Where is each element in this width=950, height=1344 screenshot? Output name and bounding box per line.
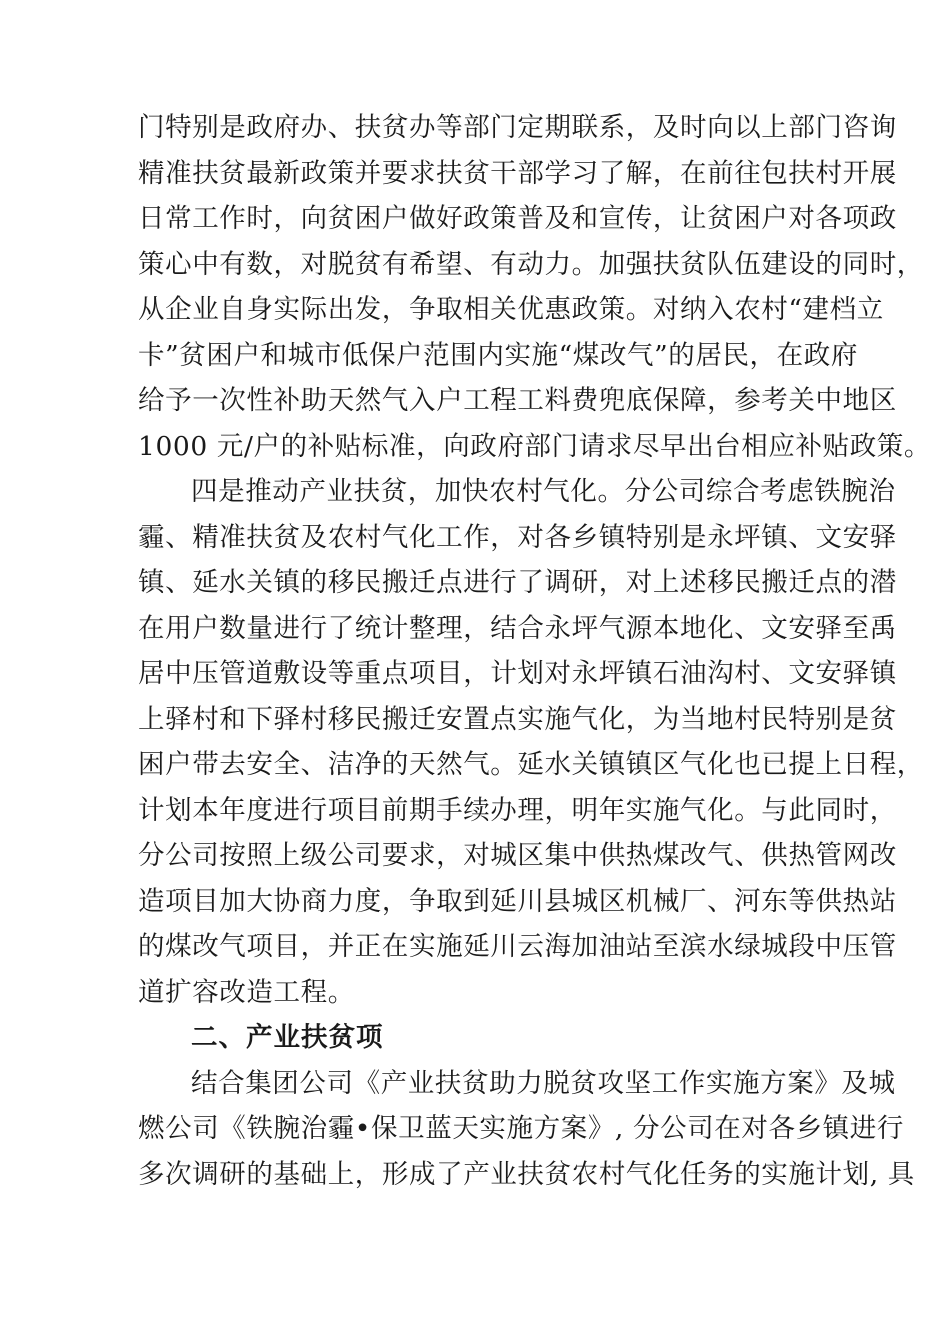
text-line: 给予一次性补助天然气入户工程工料费兜底保障，参考关中地区 xyxy=(138,385,897,416)
paragraph-start-line: 四是推动产业扶贫，加快农村气化。分公司综合考虑铁腕治 xyxy=(191,476,896,507)
text-line: 精准扶贫最新政策并要求扶贫干部学习了解，在前往包扶村开展 xyxy=(138,157,897,189)
text-line: 分公司按照上级公司要求，对城区集中供热煤改气、供热管网改 xyxy=(138,840,897,871)
text-line: 霾、精准扶贫及农村气化工作，对各乡镇特别是永坪镇、文安驿 xyxy=(138,521,897,553)
text-line: 在用户数量进行了统计整理，结合永坪气源本地化、文安驿至禹 xyxy=(138,612,897,644)
text-line: 困户带去安全、洁净的天然气。延水关镇镇区气化也已提上日程， xyxy=(138,749,924,780)
text-line: 策心中有数，对脱贫有希望、有动力。加强扶贫队伍建设的同时， xyxy=(138,248,924,280)
text-line: 门特别是政府办、扶贫办等部门定期联系，及时向以上部门咨询 xyxy=(138,112,897,143)
section-heading: 二、产业扶贫项 xyxy=(191,1022,384,1053)
text-line: 上驿村和下驿村移民搬迁安置点实施气化，为当地村民特别是贫 xyxy=(138,703,897,735)
text-line: 造项目加大协商力度，争取到延川县城区机械厂、河东等供热站 xyxy=(138,885,897,917)
text-line: 居中压管道敷设等重点项目，计划对永坪镇石油沟村、文安驿镇 xyxy=(138,658,897,689)
text-line: 日常工作时，向贫困户做好政策普及和宣传，让贫困户对各项政 xyxy=(138,203,897,234)
text-line: 1000 元/户的补贴标准，向政府部门请求尽早出台相应补贴政策。 xyxy=(138,430,931,462)
text-line: 多次调研的基础上，形成了产业扶贫农村气化任务的实施计划, 具 xyxy=(138,1158,915,1190)
text-line: 卡”贫困户和城市低保户范围内实施“煤改气”的居民，在政府 xyxy=(138,339,858,371)
text-line: 道扩容改造工程。 xyxy=(138,976,355,1008)
text-line: 计划本年度进行项目前期手续办理，明年实施气化。与此同时， xyxy=(138,794,897,826)
paragraph-start-line: 结合集团公司《产业扶贫助力脱贫攻坚工作实施方案》及城 xyxy=(191,1067,896,1099)
text-line: 从企业自身实际出发，争取相关优惠政策。对纳入农村“建档立 xyxy=(138,294,884,325)
text-line: 燃公司《铁腕治霾•保卫蓝天实施方案》, 分公司在对各乡镇进行 xyxy=(138,1113,904,1144)
text-line: 镇、延水关镇的移民搬迁点进行了调研，对上述移民搬迁点的潜 xyxy=(138,567,897,598)
text-line: 的煤改气项目，并正在实施延川云海加油站至滨水绿城段中压管 xyxy=(138,931,897,962)
document-body xyxy=(138,105,931,1197)
